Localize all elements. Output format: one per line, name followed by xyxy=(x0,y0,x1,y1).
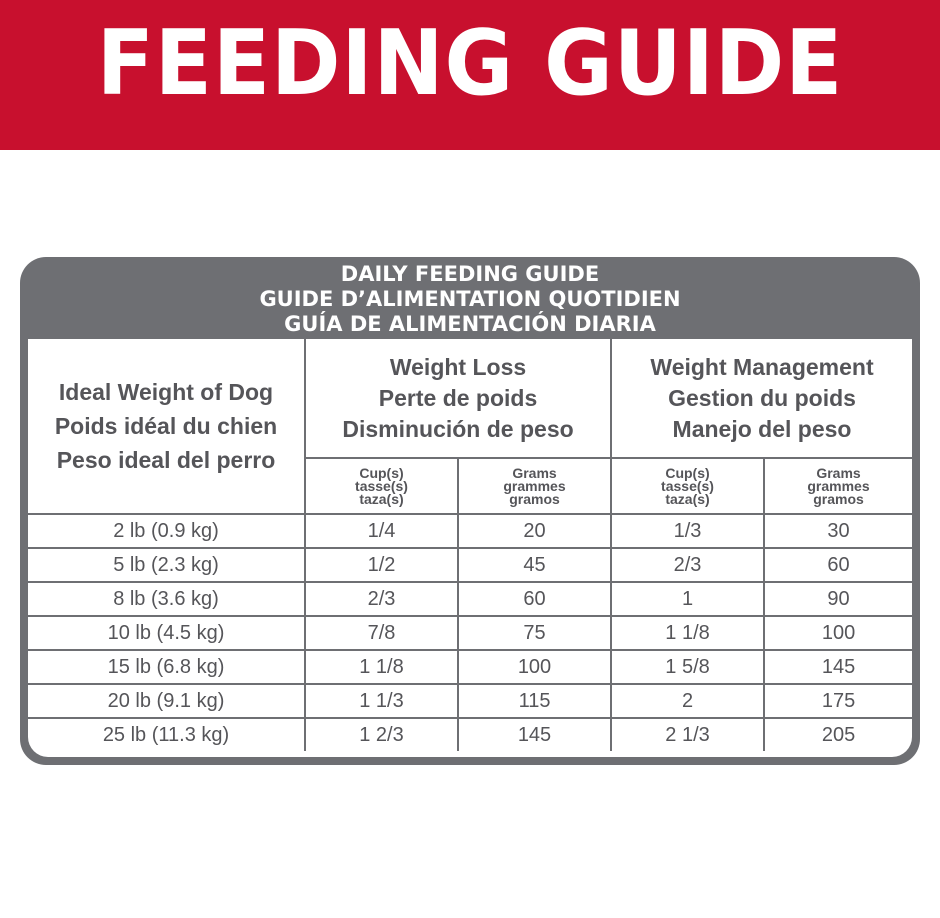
mgmt-cups-cell: 2 xyxy=(611,684,764,718)
dog-weight-cell: 10 lb (4.5 kg) xyxy=(28,616,305,650)
dog-weight-cell: 15 lb (6.8 kg) xyxy=(28,650,305,684)
heading-line-fr: GUIDE D’ALIMENTATION QUOTIDIEN xyxy=(259,287,681,311)
loss-grams-header xyxy=(458,458,611,514)
page-title: FEEDING GUIDE xyxy=(96,11,844,116)
dog-weight-cell: 8 lb (3.6 kg) xyxy=(28,582,305,616)
loss-cups-cell: 1 2/3 xyxy=(305,718,458,751)
mgmt-grams-cell: 90 xyxy=(764,582,912,616)
mgmt-cups-cell: 1/3 xyxy=(611,514,764,548)
dog-weight-cell: 2 lb (0.9 kg) xyxy=(28,514,305,548)
mgmt-grams-cell: 30 xyxy=(764,514,912,548)
title-banner xyxy=(0,0,940,150)
weight-management-en: Weight Management xyxy=(650,353,874,380)
table-row xyxy=(28,718,912,751)
heading-line-en: DAILY FEEDING GUIDE xyxy=(340,262,600,286)
grams-label-en: Grams xyxy=(816,464,861,481)
weight-column-header xyxy=(28,339,305,514)
panel-heading xyxy=(20,262,920,337)
mgmt-grams-cell: 175 xyxy=(764,684,912,718)
weight-loss-fr: Perte de poids xyxy=(378,384,538,411)
cup-label-fr: tasse(s) xyxy=(661,477,714,494)
loss-grams-cell: 45 xyxy=(458,548,611,582)
loss-cups-cell: 2/3 xyxy=(305,582,458,616)
grams-label-fr: grammes xyxy=(807,477,870,494)
cup-label-es: taza(s) xyxy=(665,490,710,507)
weight-loss-es: Disminución de peso xyxy=(342,415,574,442)
grams-label-es: gramos xyxy=(509,490,560,507)
weight-management-fr: Gestion du poids xyxy=(668,384,856,411)
mgmt-cups-cell: 1 5/8 xyxy=(611,650,764,684)
table-row xyxy=(28,514,912,548)
loss-cups-cell: 1/4 xyxy=(305,514,458,548)
mgmt-grams-header xyxy=(764,458,912,514)
mgmt-cups-cell: 1 1/8 xyxy=(611,616,764,650)
grams-label-en: Grams xyxy=(512,464,557,481)
dog-weight-cell: 5 lb (2.3 kg) xyxy=(28,548,305,582)
feeding-table xyxy=(28,339,912,751)
weight-header-es: Peso ideal del perro xyxy=(56,447,276,473)
dog-weight-cell: 20 lb (9.1 kg) xyxy=(28,684,305,718)
table-header-row xyxy=(28,339,912,458)
weight-loss-en: Weight Loss xyxy=(389,353,527,380)
loss-grams-cell: 100 xyxy=(458,650,611,684)
loss-grams-cell: 145 xyxy=(458,718,611,751)
weight-header-en: Ideal Weight of Dog xyxy=(58,379,274,405)
loss-grams-cell: 60 xyxy=(458,582,611,616)
loss-grams-cell: 20 xyxy=(458,514,611,548)
dog-weight-cell: 25 lb (11.3 kg) xyxy=(28,718,305,751)
mgmt-cups-cell: 2/3 xyxy=(611,548,764,582)
table-row xyxy=(28,684,912,718)
mgmt-grams-cell: 205 xyxy=(764,718,912,751)
weight-management-es: Manejo del peso xyxy=(672,415,852,442)
mgmt-grams-cell: 60 xyxy=(764,548,912,582)
mgmt-cups-cell: 2 1/3 xyxy=(611,718,764,751)
table-row xyxy=(28,548,912,582)
cup-label-es: taza(s) xyxy=(359,490,404,507)
loss-cups-cell: 1/2 xyxy=(305,548,458,582)
cup-label-fr: tasse(s) xyxy=(355,477,408,494)
weight-header-fr: Poids idéal du chien xyxy=(54,413,278,439)
loss-cups-cell: 7/8 xyxy=(305,616,458,650)
loss-grams-cell: 115 xyxy=(458,684,611,718)
table-row xyxy=(28,616,912,650)
table-row xyxy=(28,582,912,616)
loss-cups-header xyxy=(305,458,458,514)
grams-label-fr: grammes xyxy=(503,477,566,494)
weight-management-header xyxy=(611,339,912,458)
mgmt-cups-header xyxy=(611,458,764,514)
loss-cups-cell: 1 1/3 xyxy=(305,684,458,718)
loss-grams-cell: 75 xyxy=(458,616,611,650)
mgmt-grams-cell: 145 xyxy=(764,650,912,684)
table-row xyxy=(28,650,912,684)
table-body xyxy=(28,514,912,751)
cup-label-en: Cup(s) xyxy=(665,464,710,481)
feeding-guide-panel xyxy=(20,257,920,765)
feeding-table-area xyxy=(28,339,912,757)
heading-line-es: GUÍA DE ALIMENTACIÓN DIARIA xyxy=(284,312,656,336)
cup-label-en: Cup(s) xyxy=(359,464,404,481)
loss-cups-cell: 1 1/8 xyxy=(305,650,458,684)
weight-loss-header xyxy=(305,339,611,458)
mgmt-cups-cell: 1 xyxy=(611,582,764,616)
mgmt-grams-cell: 100 xyxy=(764,616,912,650)
grams-label-es: gramos xyxy=(813,490,864,507)
